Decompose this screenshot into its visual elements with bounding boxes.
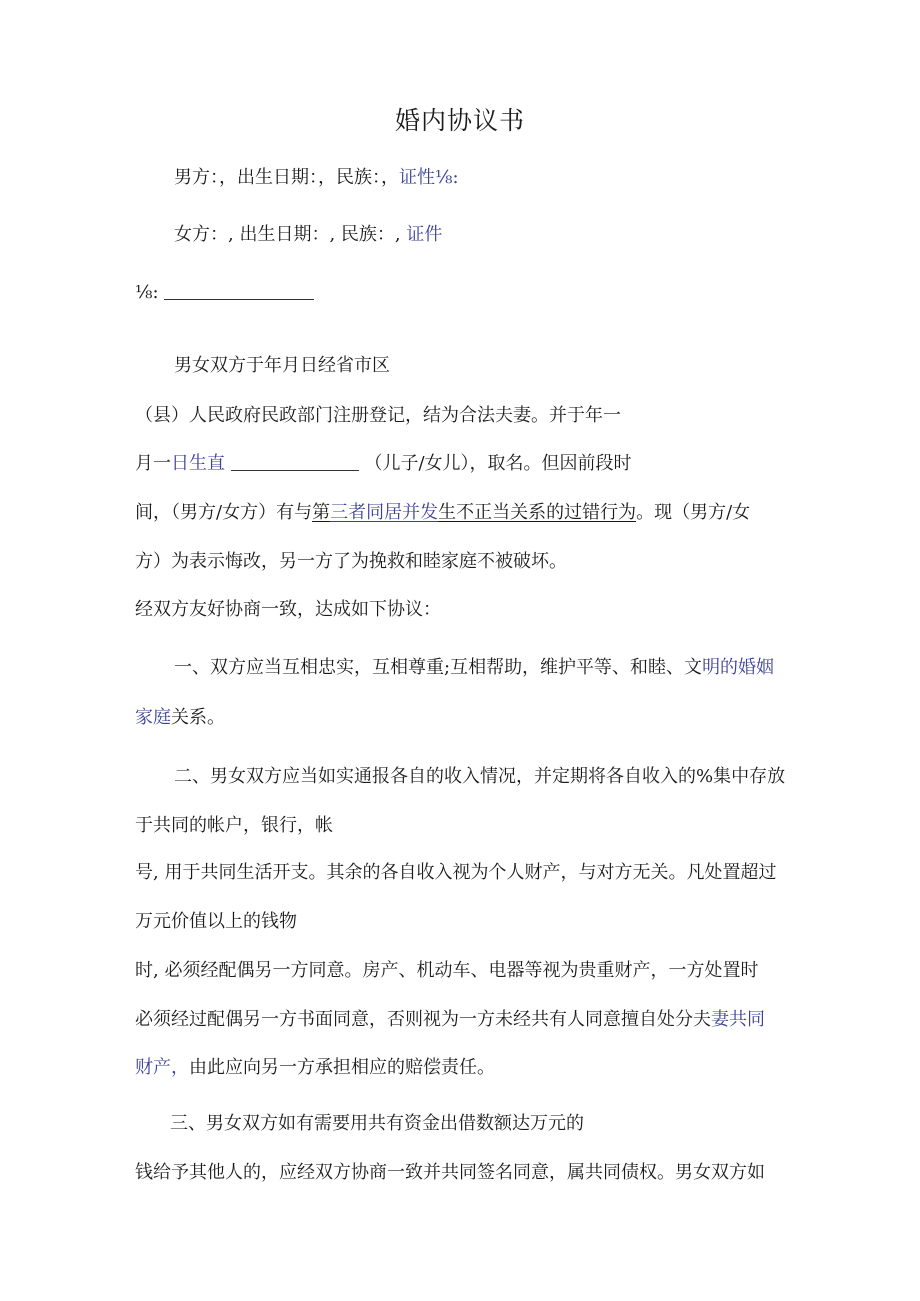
- text-span: 关系。: [171, 707, 225, 728]
- paragraph-line: 男女双方于年月日经省市区: [174, 355, 390, 376]
- text-span: （儿子/女儿），取名。但因前段时: [364, 453, 632, 474]
- male-info-line: [174, 165, 834, 191]
- text-span: 。现（男方/女: [636, 502, 751, 523]
- paragraph-line: [135, 500, 795, 526]
- female-id-blank: [164, 281, 314, 300]
- female-info-line: [174, 222, 834, 248]
- female-id-line: [135, 280, 795, 306]
- paragraph-line: 经双方友好协商一致，达成如下协议：: [135, 599, 441, 620]
- clause-line: [135, 1055, 795, 1081]
- text-span: 必须经过配偶另一方书面同意，否则视为一方未经共有人同意擅自处分夫: [135, 1009, 711, 1030]
- highlight-span: 妻共同: [711, 1009, 765, 1030]
- text-span: 由此应向另一方承担相应的赔偿责任。: [189, 1057, 495, 1078]
- clause-line: 号, 用于共同生活开支。其余的各自收入视为个人财产，与对方无关。凡处置超过: [135, 862, 777, 883]
- highlight-span: 财产，: [135, 1057, 189, 1078]
- clause-line: 万元价值以上的钱物: [135, 911, 297, 932]
- male-id-label: 证性⅛:: [399, 167, 459, 188]
- paragraph-line: [135, 451, 795, 477]
- female-info-text: 女方：, 出生日期：, 民族：,: [174, 224, 407, 245]
- paragraph-line: （县）人民政府民政部门注册登记，结为合法夫妻。并于年一: [135, 405, 621, 426]
- child-name-blank: [231, 452, 359, 471]
- female-id-label: 证件: [406, 224, 443, 245]
- female-id-cont: ⅛:: [135, 282, 159, 303]
- clause-line: [135, 705, 795, 731]
- clause-line: 于共同的帐户，银行，帐: [135, 815, 333, 836]
- highlight-span: 家庭: [135, 707, 171, 728]
- clause-line: [135, 1007, 795, 1033]
- clause-line: 三、男女双方如有需要用共有资金出借数额达万元的: [170, 1113, 584, 1134]
- clause-line: [174, 655, 834, 681]
- text-span: 月一: [135, 453, 171, 474]
- underlined-highlight-span: 三者同居并发: [330, 502, 439, 523]
- clause-line: 二、男女双方应当如实通报各自的收入情况，并定期将各自收入的%集中存放: [174, 766, 786, 787]
- clause-line: 时, 必须经配偶另一方同意。房产、机动车、电器等视为贵重财产，一方处置时: [135, 960, 759, 981]
- underlined-span: 第: [312, 502, 331, 523]
- text-span: 间，（男方/女方）有与: [135, 502, 313, 523]
- underlined-span: 生不正当关系的过错行为: [438, 502, 637, 523]
- clause-line: 钱给予其他人的，应经双方协商一致并共同签名同意，属共同债权。男女双方如: [135, 1162, 765, 1183]
- document-title: 婚内协议书: [394, 106, 525, 135]
- paragraph-line: 方）为表示悔改，另一方了为挽救和睦家庭不被破坏。: [135, 551, 567, 572]
- male-info-text: 男方：，出生日期：，民族：，: [174, 167, 399, 188]
- highlight-span: 明的婚姻: [702, 657, 775, 678]
- text-span: 一、双方应当互相忠实，互相尊重;互相帮助，维护平等、和睦、文: [174, 657, 703, 678]
- highlight-span: 日生直: [171, 453, 225, 474]
